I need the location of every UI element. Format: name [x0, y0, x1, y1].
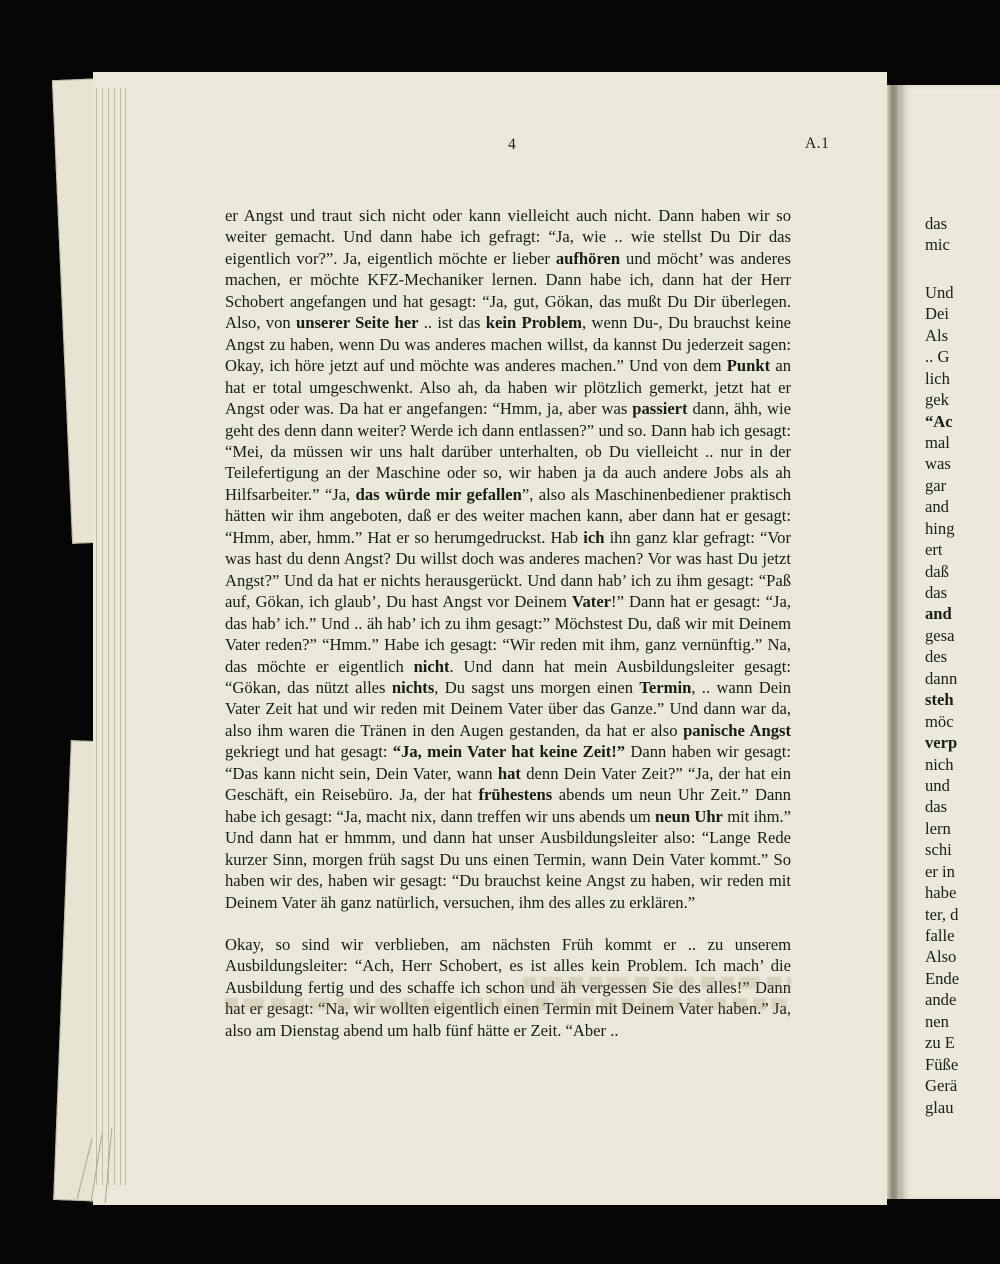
- clipped-line: nich: [925, 754, 954, 774]
- page-edge-line: [108, 88, 109, 1185]
- clipped-line: zu E: [925, 1033, 955, 1053]
- clipped-line: ande: [925, 990, 957, 1010]
- clipped-line: möc: [925, 711, 954, 731]
- clipped-line: Gerä: [925, 1076, 958, 1096]
- main-text: [225, 205, 791, 1041]
- clipped-line: lern: [925, 818, 951, 838]
- show-through-text: [225, 998, 787, 1010]
- page-edge-line: [96, 88, 97, 1185]
- page-edge-line: [120, 88, 121, 1185]
- clipped-line: das: [925, 583, 948, 602]
- paragraph-gap: [925, 256, 1000, 282]
- gutter-shadow: [887, 85, 900, 1199]
- clipped-line: daß: [925, 561, 949, 581]
- clipped-line: Und: [925, 282, 954, 302]
- clipped-line: “Ac: [925, 411, 953, 431]
- right-page-clipped-text: [925, 213, 1000, 1118]
- clipped-line: habe: [925, 883, 957, 903]
- clipped-line: lich: [925, 368, 950, 388]
- clipped-line: verp: [925, 733, 958, 753]
- clipped-line: das: [925, 214, 948, 233]
- clipped-line: dann: [925, 668, 958, 688]
- show-through-text: [523, 977, 791, 989]
- clipped-line: und: [925, 775, 950, 795]
- clipped-line: Ende: [925, 968, 960, 988]
- clipped-line: and: [925, 497, 949, 517]
- clipped-line: des: [925, 647, 948, 667]
- clipped-line: nen: [925, 1011, 949, 1031]
- clipped-line: .. G: [925, 347, 950, 367]
- clipped-line: Dei: [925, 304, 949, 324]
- clipped-line: ert: [925, 540, 943, 560]
- clipped-line: mal: [925, 432, 950, 452]
- section-label: A.1: [805, 135, 830, 152]
- clipped-line: gar: [925, 475, 947, 495]
- paragraph: Okay, so sind wir verblieben, am nächsten Früh kommt er .. zu unserem Ausbildungsleiter: “Ach, Herr Schobert, es ist alles kein Problem. Ich mach’ die Ausbildung fertig und des schaffe ich schon und äh vergessen Sie des alles!” Dann hat er gesagt: “Na, wir wollten eigentlich einen Termin mit Deinem Vater haben.” Ja, also am Dienstag abend um halb fünf hätte er Zeit. “Aber ..: [225, 934, 791, 1040]
- clipped-line: mic: [925, 235, 950, 255]
- clipped-line: schi: [925, 840, 952, 860]
- clipped-line: steh: [925, 690, 954, 710]
- clipped-line: das: [925, 797, 948, 817]
- book-page-left: [93, 72, 887, 1205]
- clipped-line: gek: [925, 390, 949, 410]
- paragraph: er Angst und traut sich nicht oder kann vielleicht auch nicht. Dann haben wir so weiter gemacht. Und dann habe ich gefragt: “Ja, wie .. wie stellst Du Dir das eigentlich vor?”. Ja, eigentlich möchte er lieber aufhören und möcht’ was anderes machen, er möchte KFZ-Mechaniker lernen. Dann habe ich, dann hat der Herr Schobert angefangen und hat gesagt: “Ja, gut, Gökan, das mußt Du Dir überlegen. Also, von unserer Seite her .. ist das kein Problem, wenn Du-, Du brauchst keine Angst zu haben, wenn Du was anderes machen willst, da kannst Du jederzeit sagen: Okay, ich höre jetzt auf und möchte was anderes machen.” Und von dem Punkt an hat er total umgeschwenkt. Also ah, da haben wir plötzlich gemerkt, jetzt hat er Angst oder was. Da hat er angefangen: “Hmm, ja, aber was passiert dann, ähh, wie geht des denn dann weiter? Werde ich dann entlassen?” und so. Dann hab ich gesagt: “Mei, da müssen wir uns halt darüber unterhalten, ob Du vielleicht .. nur in der Teilefertigung an der Maschine oder so, wir haben ja da auch andere Jobs als ah Hilfsarbeiter.” “Ja, das würde mir gefallen”, also als Maschinenbediener praktisch hätten wir ihm angeboten, daß er des weiter machen kann, aber dann hat er gesagt: “Hmm, aber, hmm.” Hat er so herumgedruckst. Hab ich ihn ganz klar gefragt: “Vor was hast du denn Angst? Du willst doch was anderes machen? Vor was hast Du jetzt Angst?” Und da hat er nichts herausgerückt. Und dann hab’ ich zu ihm gesagt: “Paß auf, Gökan, ich glaub’, Du hast Angst vor Deinem Vater!” Dann hat er gesagt: “Ja, das hab’ ich.” Und .. äh hab’ ich zu ihm gesagt:” Möchstest Du, daß wir mit Deinem Vater reden?” “Hmm.” Habe ich gesagt: “Wir reden mit ihm, ganz vernünftig.” Na, das möchte er eigentlich nicht. Und dann hat mein Ausbildungsleiter gesagt: “Gökan, das nützt alles nichts, Du sagst uns morgen einen Termin, .. wann Dein Vater Zeit hat und wir reden mit Deinem Vater über das Ganze.” Und dann war da, also ihm waren die Tränen in den Augen gestanden, da hat er also panische Angst gekriegt und hat gesagt: “Ja, mein Vater hat keine Zeit!” Dann haben wir gesagt: “Das kann nicht sein, Dein Vater, wann hat denn Dein Vater Zeit?” “Ja, der hat ein Geschäft, ein Reisebüro. Ja, der hat frühestens abends um neun Uhr Zeit.” Dann habe ich gesagt: “Ja, macht nix, dann treffen wir uns abends um neun Uhr mit ihm.” Und dann hat er hmmm, und dann hat unser Ausbildungsleiter also: “Lange Rede kurzer Sinn, morgen früh sagst Du uns einen Termin, wann Dein Vater kommt.” So haben wir des, haben wir gesagt: “Du brauchst keine Angst zu haben, wir reden mit Deinem Vater äh ganz natürlich, versuchen, ihm des alles zu erklären.”: [225, 206, 792, 912]
- clipped-line: ter, d: [925, 904, 959, 924]
- clipped-line: Als: [925, 325, 949, 345]
- page-number: 4: [508, 136, 516, 153]
- book-page-right-partial: [900, 85, 1000, 1199]
- clipped-line: was: [925, 454, 951, 474]
- clipped-line: glau: [925, 1097, 954, 1117]
- page-edge-line: [125, 88, 126, 1185]
- clipped-line: and: [925, 604, 952, 624]
- clipped-line: gesa: [925, 625, 955, 645]
- clipped-line: Füße: [925, 1054, 959, 1074]
- clipped-line: hing: [925, 518, 955, 538]
- page-edge-line: [102, 88, 103, 1185]
- clipped-line: falle: [925, 926, 955, 945]
- clipped-line: er in: [925, 861, 955, 881]
- page-edge-line: [114, 88, 115, 1185]
- clipped-line: Also: [925, 947, 957, 967]
